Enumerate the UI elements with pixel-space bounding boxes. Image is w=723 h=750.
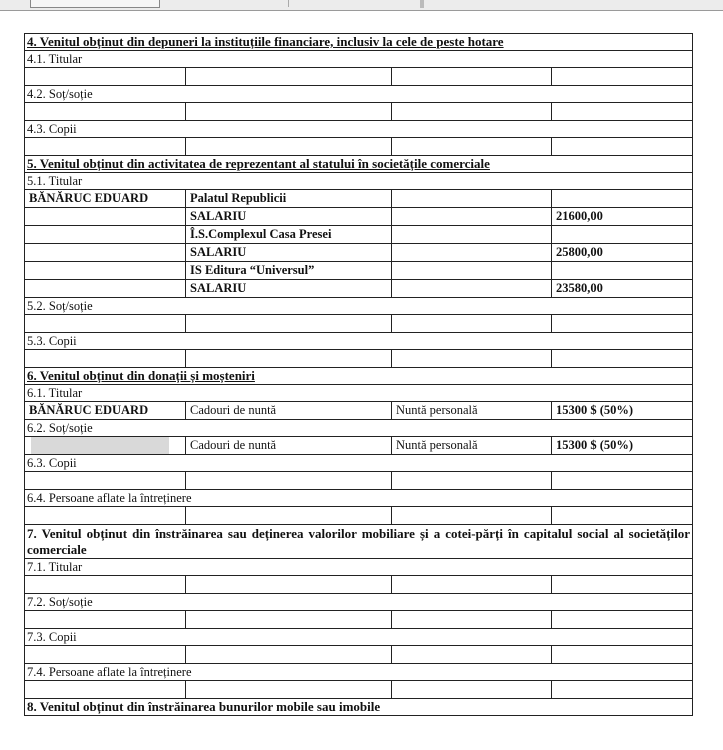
income-value [551,226,692,243]
table-row [25,350,692,368]
section-8-heading: 8. Venitul obținut din înstrăinarea bunurilor mobile sau imobile [25,699,692,716]
table-row [25,103,692,121]
section-5-1-label: 5.1. Titular [25,173,692,190]
section-7-heading: 7. Venitul obținut din înstrăinarea sau deținerea valorilor mobiliare și a cotei-părți în capitalul social al societăților comerciale [27,526,690,557]
table-row [25,208,692,226]
table-row [25,244,692,262]
redaction-box [31,437,169,454]
section-6-3-label: 6.3. Copii [25,455,692,472]
table-row [25,437,692,455]
holder-name: BĂNĂRUC EDUARD [29,403,149,417]
table-row [25,280,692,298]
table-row [25,262,692,280]
income-value [551,190,692,207]
section-7-2-label: 7.2. Soț/soție [25,594,692,611]
income-value: 21600,00 [551,208,692,225]
section-7-3-label: 7.3. Copii [25,629,692,646]
section-6-1-label: 6.1. Titular [25,385,692,402]
income-declaration-form [24,33,693,716]
section-5-heading [25,156,692,173]
table-row [25,576,692,594]
section-6-heading [25,368,692,385]
income-value: 25800,00 [551,244,692,261]
section-7-4-label: 7.4. Persoane aflate la întreținere [25,664,692,681]
redacted-name [25,437,185,454]
section-6-4-label: 6.4. Persoane aflate la întreținere [25,490,692,507]
section-6-title: 6. Venitul obținut din donații și moșteniri [27,368,255,383]
donation-value: 15300 $ (50%) [551,402,692,419]
table-row [25,646,692,664]
income-source: SALARIU [185,280,391,297]
income-source: IS Editura “Universul” [185,262,391,279]
income-source: Î.S.Complexul Casa Presei [185,226,391,243]
donation-value: 15300 $ (50%) [551,437,692,454]
section-4-title: 4. Venitul obținut din depuneri la instituțiile financiare, inclusiv la cele de peste hotare [27,34,504,49]
table-row [25,190,692,208]
toolbar-separator [420,0,424,8]
donation-type: Cadouri de nuntă [185,437,391,454]
table-row [25,315,692,333]
table-row [25,681,692,699]
table-row [25,68,692,86]
section-5-3-label: 5.3. Copii [25,333,692,350]
income-source: SALARIU [185,244,391,261]
section-4-2-label: 4.2. Soț/soție [25,86,692,103]
section-7-1-label: 7.1. Titular [25,559,692,576]
toolbar-tab[interactable] [30,0,160,8]
toolbar-tab[interactable] [168,0,289,7]
table-row [25,402,692,420]
section-6-2-label: 6.2. Soț/soție [25,420,692,437]
section-5-2-label: 5.2. Soț/soție [25,298,692,315]
table-row [25,226,692,244]
table-row [25,507,692,525]
donation-occasion: Nuntă personală [391,402,551,419]
section-4-1-label: 4.1. Titular [25,51,692,68]
section-4-3-label: 4.3. Copii [25,121,692,138]
holder-name: BĂNĂRUC EDUARD [29,191,149,205]
donation-type: Cadouri de nuntă [185,402,391,419]
income-source: Palatul Republicii [185,190,391,207]
section-5-title: 5. Venitul obținut din activitatea de reprezentant al statului în societățile comerciale [27,156,490,171]
income-source: SALARIU [185,208,391,225]
income-value [551,262,692,279]
donation-occasion: Nuntă personală [391,437,551,454]
table-row [25,138,692,156]
viewer-toolbar [0,0,723,11]
section-4-heading [25,34,692,51]
table-row [25,611,692,629]
income-value: 23580,00 [551,280,692,297]
table-row [25,472,692,490]
